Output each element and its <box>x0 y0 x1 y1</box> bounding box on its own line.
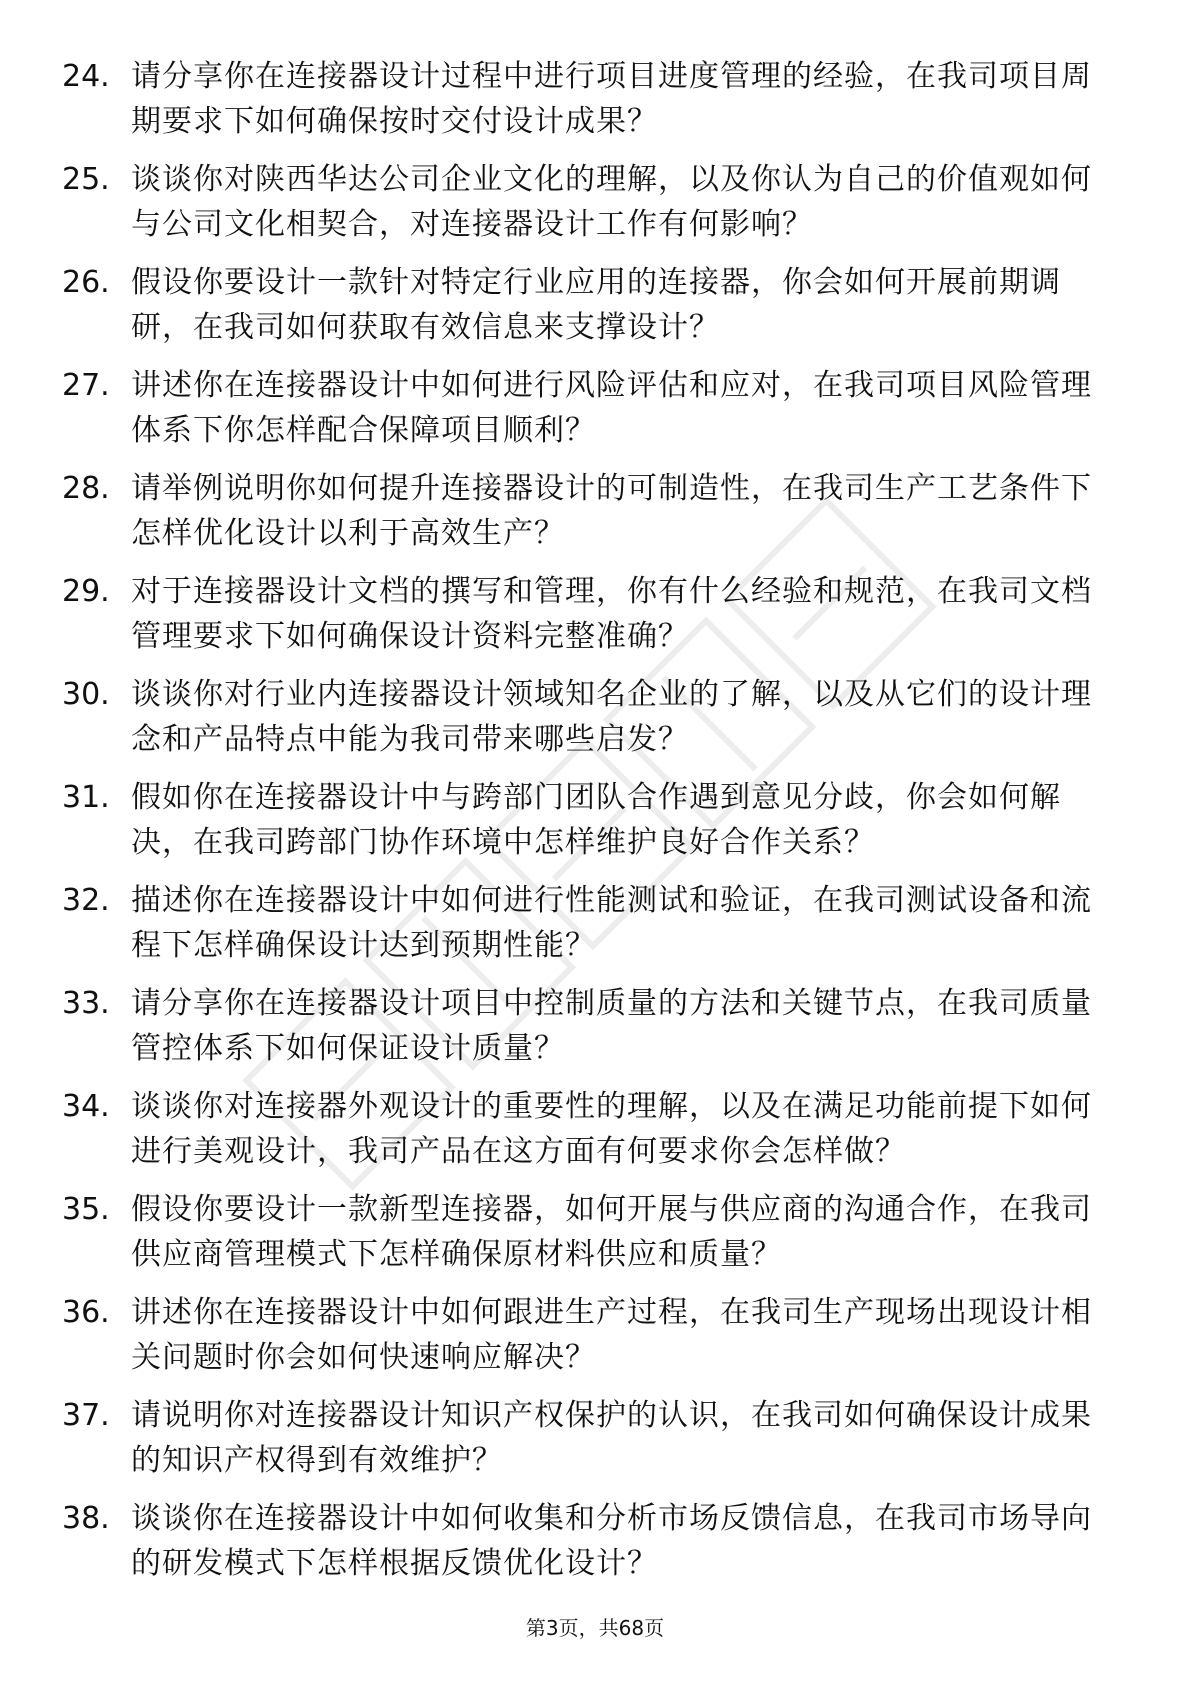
list-item <box>0 1179 1190 1282</box>
question-text: 谈谈你对连接器外观设计的重要性的理解，以及在满足功能前提下如何进行美观设计，我司产品在这方面有何要求你会怎样做？ <box>131 1089 1092 1169</box>
question-text: 假设你要设计一款新型连接器，如何开展与供应商的沟通合作，在我司供应商管理模式下怎样确保原材料供应和质量？ <box>131 1192 1092 1272</box>
list-item <box>0 252 1190 355</box>
question-text: 谈谈你对陕西华达公司企业文化的理解，以及你认为自己的价值观如何与公司文化相契合，对连接器设计工作有何影响？ <box>131 162 1092 242</box>
list-item <box>0 458 1190 561</box>
question-number: 27. <box>62 368 110 403</box>
list-item <box>0 1385 1190 1488</box>
list-item <box>0 767 1190 870</box>
question-text: 请分享你在连接器设计过程中进行项目进度管理的经验，在我司项目周期要求下如何确保按时交付设计成果？ <box>131 59 1092 139</box>
question-number: 26. <box>62 265 110 300</box>
question-text: 对于连接器设计文档的撰写和管理，你有什么经验和规范，在我司文档管理要求下如何确保设计资料完整准确？ <box>131 574 1092 654</box>
question-number: 33. <box>62 986 110 1021</box>
list-item <box>0 870 1190 973</box>
question-text: 描述你在连接器设计中如何进行性能测试和验证，在我司测试设备和流程下怎样确保设计达到预期性能？ <box>131 883 1092 963</box>
page-footer: 第3页，共68页 <box>525 1616 665 1640</box>
question-number: 36. <box>62 1295 110 1330</box>
list-item <box>0 149 1190 252</box>
question-number: 32. <box>62 883 110 918</box>
question-text: 讲述你在连接器设计中如何跟进生产过程，在我司生产现场出现设计相关问题时你会如何快速响应解决？ <box>131 1295 1092 1375</box>
question-text: 假如你在连接器设计中与跨部门团队合作遇到意见分歧，你会如何解决，在我司跨部门协作环境中怎样维护良好合作关系？ <box>131 780 1061 860</box>
question-text: 谈谈你在连接器设计中如何收集和分析市场反馈信息，在我司市场导向的研发模式下怎样根据反馈优化设计？ <box>131 1501 1092 1581</box>
list-item <box>0 46 1190 149</box>
question-number: 31. <box>62 780 110 815</box>
question-number: 37. <box>62 1398 110 1433</box>
question-text: 请举例说明你如何提升连接器设计的可制造性，在我司生产工艺条件下怎样优化设计以利于高效生产？ <box>131 471 1092 551</box>
question-text: 假设你要设计一款针对特定行业应用的连接器，你会如何开展前期调研，在我司如何获取有效信息来支撑设计？ <box>131 265 1061 345</box>
question-text: 请分享你在连接器设计项目中控制质量的方法和关键节点，在我司质量管控体系下如何保证设计质量？ <box>131 986 1092 1066</box>
question-number: 34. <box>62 1089 110 1124</box>
question-text: 讲述你在连接器设计中如何进行风险评估和应对，在我司项目风险管理体系下你怎样配合保障项目顺利？ <box>131 368 1092 448</box>
list-item <box>0 355 1190 458</box>
list-item <box>0 1076 1190 1179</box>
question-text: 谈谈你对行业内连接器设计领域知名企业的了解，以及从它们的设计理念和产品特点中能为我司带来哪些启发？ <box>131 677 1092 757</box>
question-number: 35. <box>62 1192 110 1227</box>
list-item <box>0 1488 1190 1591</box>
question-number: 28. <box>62 471 110 506</box>
list-item <box>0 973 1190 1076</box>
question-text: 请说明你对连接器设计知识产权保护的认识，在我司如何确保设计成果的知识产权得到有效维护？ <box>131 1398 1092 1478</box>
list-item <box>0 561 1190 664</box>
question-number: 24. <box>62 59 110 94</box>
question-number: 30. <box>62 677 110 712</box>
question-number: 29. <box>62 574 110 609</box>
question-number: 38. <box>62 1501 110 1536</box>
list-item <box>0 1282 1190 1385</box>
question-number: 25. <box>62 162 110 197</box>
question-list <box>0 46 1190 1591</box>
list-item <box>0 664 1190 767</box>
